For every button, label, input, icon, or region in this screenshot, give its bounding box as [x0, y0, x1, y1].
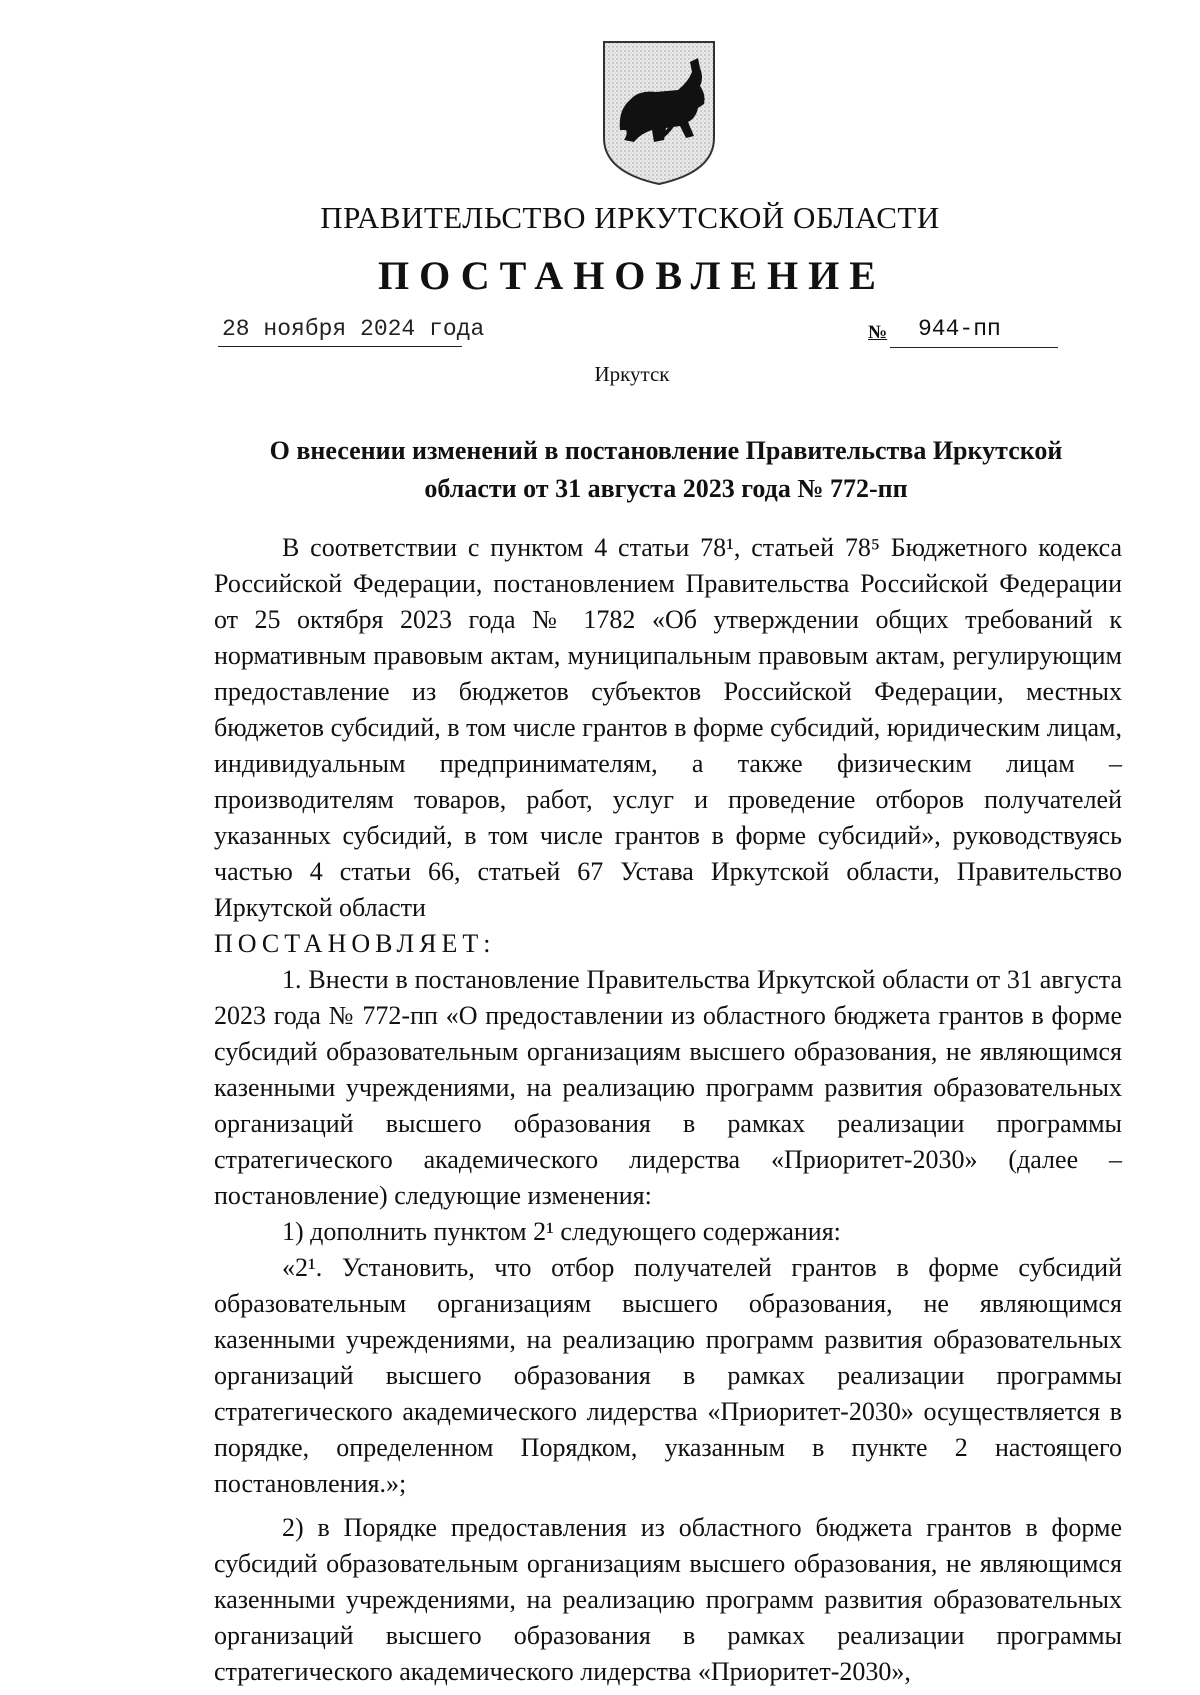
number-sign: №: [868, 322, 888, 343]
document-number: 944-пп: [918, 316, 1001, 342]
subject-line-2: области от 31 августа 2023 года № 772-пп: [424, 474, 908, 503]
document-body: [214, 530, 1122, 1690]
government-name: ПРАВИТЕЛЬСТВО ИРКУТСКОЙ ОБЛАСТИ: [320, 200, 940, 235]
subitem-2-paragraph: 2) в Порядке предоставления из областного бюджета грантов в форме субсидий образовательным организациям высшего образования, не являющимся казенными учреждениями, на реализацию программ развития образовательных организаций высшего образования в рамках реализации программы стратегического академического лидерства «Приоритет-2030»,: [214, 1513, 1122, 1686]
subject-line-1: О внесении изменений в постановление Правительства Иркутской: [269, 436, 1063, 465]
resolves-heading: ПОСТАНОВЛЯЕТ:: [214, 929, 496, 958]
document-type-title: ПОСТАНОВЛЕНИЕ: [378, 253, 886, 298]
preamble-paragraph: В соответствии с пунктом 4 статьи 78¹, статьей 78⁵ Бюджетного кодекса Российской Федерации, постановлением Правительства Российской Федерации от 25 октября 2023 года № 1782 «Об утверждении общих требований к нормативным правовым актам, муниципальным правовым актам, регулирующим предоставление из бюджетов субъектов Российской Федерации, местных бюджетов субсидий, в том числе грантов в форме субсидий, юридическим лицам, индивидуальным предпринимателям, а также физическим лицам – производителям товаров, работ, услуг и проведение отборов получателей указанных субсидий, в том числе грантов в форме субсидий», руководствуясь частью 4 статьи 66, статьей 67 Устава Иркутской области, Правительство Иркутской области: [214, 533, 1122, 922]
date-underline: [218, 346, 462, 347]
coat-of-arms-icon: [600, 38, 718, 186]
subitem-1-paragraph: 1) дополнить пунктом 2¹ следующего содержания:: [282, 1217, 841, 1246]
quoted-paragraph: «2¹. Установить, что отбор получателей грантов в форме субсидий образовательным организациям высшего образования, не являющимся казенными учреждениями, на реализацию программ развития образовательных организаций высшего образования в рамках реализации программы стратегического академического лидерства «Приоритет-2030» осуществляется в порядке, определенном Порядком, указанным в пункте 2 настоящего постановления.»;: [214, 1253, 1122, 1498]
item-1-paragraph: 1. Внести в постановление Правительства Иркутской области от 31 августа 2023 года № 772-пп «О предоставлении из областного бюджета грантов в форме субсидий образовательным организациям высшего образования, не являющимся казенными учреждениями, на реализацию программ развития образовательных организаций высшего образования в рамках реализации программы стратегического академического лидерства «Приоритет-2030» (далее – постановление) следующие изменения:: [214, 965, 1122, 1210]
number-underline: [890, 347, 1058, 348]
document-subject: [216, 432, 1116, 508]
document-city: Иркутск: [594, 362, 670, 386]
document-date: 28 ноября 2024 года: [222, 316, 485, 342]
